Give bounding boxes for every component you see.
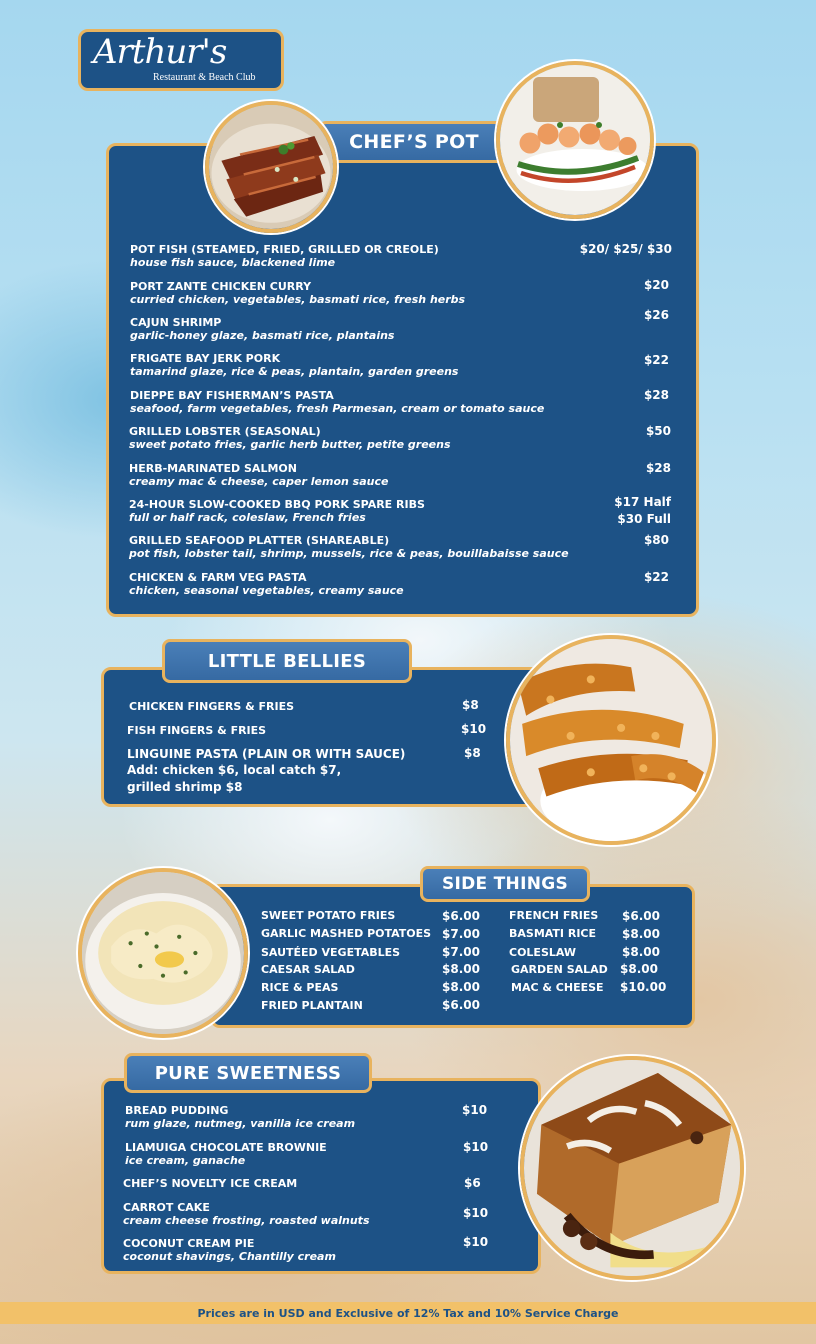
side-item-price: $8.00 [442, 980, 480, 994]
item-name: FRIGATE BAY JERK PORK [130, 352, 281, 365]
item-price: $26 [643, 308, 669, 322]
side-item-price: $8.00 [622, 927, 660, 941]
restaurant-logo [78, 29, 284, 91]
item-description: creamy mac & cheese, caper lemon sauce [129, 475, 389, 488]
side-item-name: BASMATI RICE [509, 927, 597, 940]
item-price: $80 [643, 533, 669, 547]
menu-item [129, 462, 388, 488]
item-name: CHEF’S NOVELTY ICE CREAM [123, 1177, 298, 1190]
item-name: GRILLED LOBSTER (SEASONAL) [129, 425, 321, 438]
menu-item [129, 425, 451, 451]
side-item-name: SAUTÉED VEGETABLES [261, 946, 401, 959]
item-description: sweet potato fries, garlic herb butter, petite greens [129, 438, 451, 451]
item-price: $6 [464, 1176, 481, 1190]
item-name: FISH FINGERS & FRIES [127, 724, 267, 737]
item-name: CHICKEN & FARM VEG PASTA [129, 571, 307, 584]
item-name: BREAD PUDDING [125, 1104, 229, 1117]
item-price: $20/ $25/ $30 [579, 242, 672, 256]
menu-item [123, 1201, 370, 1227]
item-name: DIEPPE BAY FISHERMAN’S PASTA [130, 389, 334, 402]
mashed-potatoes-photo [78, 868, 248, 1038]
side-item-name: RICE & PEAS [261, 981, 339, 994]
item-price: $22 [643, 353, 669, 367]
item-price: $10 [463, 1235, 489, 1249]
item-name: 24-HOUR SLOW-COOKED BBQ PORK SPARE RIBS [129, 498, 425, 511]
menu-item [125, 1104, 355, 1130]
item-name: POT FISH (STEAMED, FRIED, GRILLED OR CREOLE) [130, 243, 439, 256]
side-item-price: $10.00 [620, 980, 667, 994]
item-price: $8 [462, 698, 479, 712]
item-description: Add: chicken $6, local catch $7, [127, 763, 342, 777]
side-item-price: $6.00 [622, 909, 660, 923]
item-price: $22 [643, 570, 669, 584]
item-price: $17 Half [614, 495, 671, 509]
side-item-name: SWEET POTATO FRIES [261, 909, 396, 922]
side-item-price: $6.00 [442, 909, 480, 923]
side-item-name: CAESAR SALAD [261, 963, 355, 976]
item-name: COCONUT CREAM PIE [123, 1237, 255, 1250]
side-item-price: $8.00 [620, 962, 658, 976]
item-name: CARROT CAKE [123, 1201, 210, 1214]
side-item-price: $8.00 [622, 945, 660, 959]
item-description: house fish sauce, blackened lime [130, 256, 336, 269]
item-price: $20 [643, 278, 669, 292]
item-price: $28 [643, 388, 669, 402]
menu-item [127, 747, 405, 796]
item-price: $28 [645, 461, 671, 475]
menu-item [129, 498, 425, 524]
item-description: full or half rack, coleslaw, French fries [129, 511, 366, 524]
little-bellies-title: LITTLE BELLIES [162, 639, 412, 683]
menu-item [130, 316, 394, 342]
item-price: $10 [461, 722, 487, 736]
ribs-photo [205, 101, 337, 233]
item-price: $8 [464, 746, 481, 760]
side-things-title: SIDE THINGS [420, 866, 590, 902]
side-item-price: $7.00 [442, 927, 480, 941]
bread-pudding-photo [520, 1056, 744, 1280]
menu-item [129, 700, 294, 713]
shrimp-photo [496, 61, 654, 219]
item-description: ice cream, ganache [125, 1154, 246, 1167]
item-name: LINGUINE PASTA (PLAIN OR WITH SAUCE) [127, 747, 406, 761]
side-item-name: FRIED PLANTAIN [261, 999, 363, 1012]
item-name: GRILLED SEAFOOD PLATTER (SHAREABLE) [129, 534, 390, 547]
chicken-fingers-photo [506, 635, 716, 845]
item-description-line2: grilled shrimp $8 [127, 780, 243, 794]
item-description: chicken, seasonal vegetables, creamy sauce [129, 584, 404, 597]
menu-item [127, 724, 266, 737]
pure-sweetness-title: PURE SWEETNESS [124, 1053, 372, 1093]
item-price: $10 [463, 1140, 489, 1154]
menu-item [129, 571, 404, 597]
menu-item [129, 534, 569, 560]
item-description: curried chicken, vegetables, basmati rice, fresh herbs [130, 293, 466, 306]
menu-item [130, 389, 544, 415]
pricing-footnote: Prices are in USD and Exclusive of 12% Tax and 10% Service Charge [0, 1302, 816, 1324]
logo-subtitle: Restaurant & Beach Club [153, 72, 256, 83]
side-item-price: $8.00 [442, 962, 480, 976]
item-price: $10 [462, 1103, 488, 1117]
item-description: cream cheese frosting, roasted walnuts [123, 1214, 370, 1227]
side-item-price: $6.00 [442, 998, 480, 1012]
item-name: LIAMUIGA CHOCOLATE BROWNIE [125, 1141, 327, 1154]
logo-script-text: Arthur's [93, 32, 227, 72]
item-description: tamarind glaze, rice & peas, plantain, garden greens [130, 365, 459, 378]
item-name: CHICKEN FINGERS & FRIES [129, 700, 295, 713]
side-item-price: $7.00 [442, 945, 480, 959]
menu-item [130, 280, 465, 306]
menu-item [130, 352, 458, 378]
side-item-name: GARLIC MASHED POTATOES [261, 927, 432, 940]
item-price: $10 [463, 1206, 489, 1220]
item-description: pot fish, lobster tail, shrimp, mussels, rice & peas, bouillabaisse sauce [129, 547, 569, 560]
side-item-name: MAC & CHEESE [511, 981, 604, 994]
item-price: $50 [645, 424, 671, 438]
item-name: HERB-MARINATED SALMON [129, 462, 297, 475]
item-description: coconut shavings, Chantilly cream [123, 1250, 336, 1263]
menu-item [123, 1237, 336, 1263]
side-item-name: GARDEN SALAD [511, 963, 608, 976]
item-description: garlic-honey glaze, basmati rice, plantains [130, 329, 395, 342]
menu-item [125, 1141, 327, 1167]
item-name: PORT ZANTE CHICKEN CURRY [130, 280, 312, 293]
item-description: rum glaze, nutmeg, vanilla ice cream [125, 1117, 356, 1130]
side-item-name: FRENCH FRIES [509, 909, 599, 922]
menu-item [123, 1177, 297, 1190]
item-description: seafood, farm vegetables, fresh Parmesan, cream or tomato sauce [130, 402, 545, 415]
item-name: CAJUN SHRIMP [130, 316, 222, 329]
chefs-pot-title: CHEF’S POT [318, 121, 510, 163]
item-price-secondary: $30 Full [617, 512, 671, 526]
side-item-name: COLESLAW [509, 946, 577, 959]
menu-item [130, 243, 439, 269]
